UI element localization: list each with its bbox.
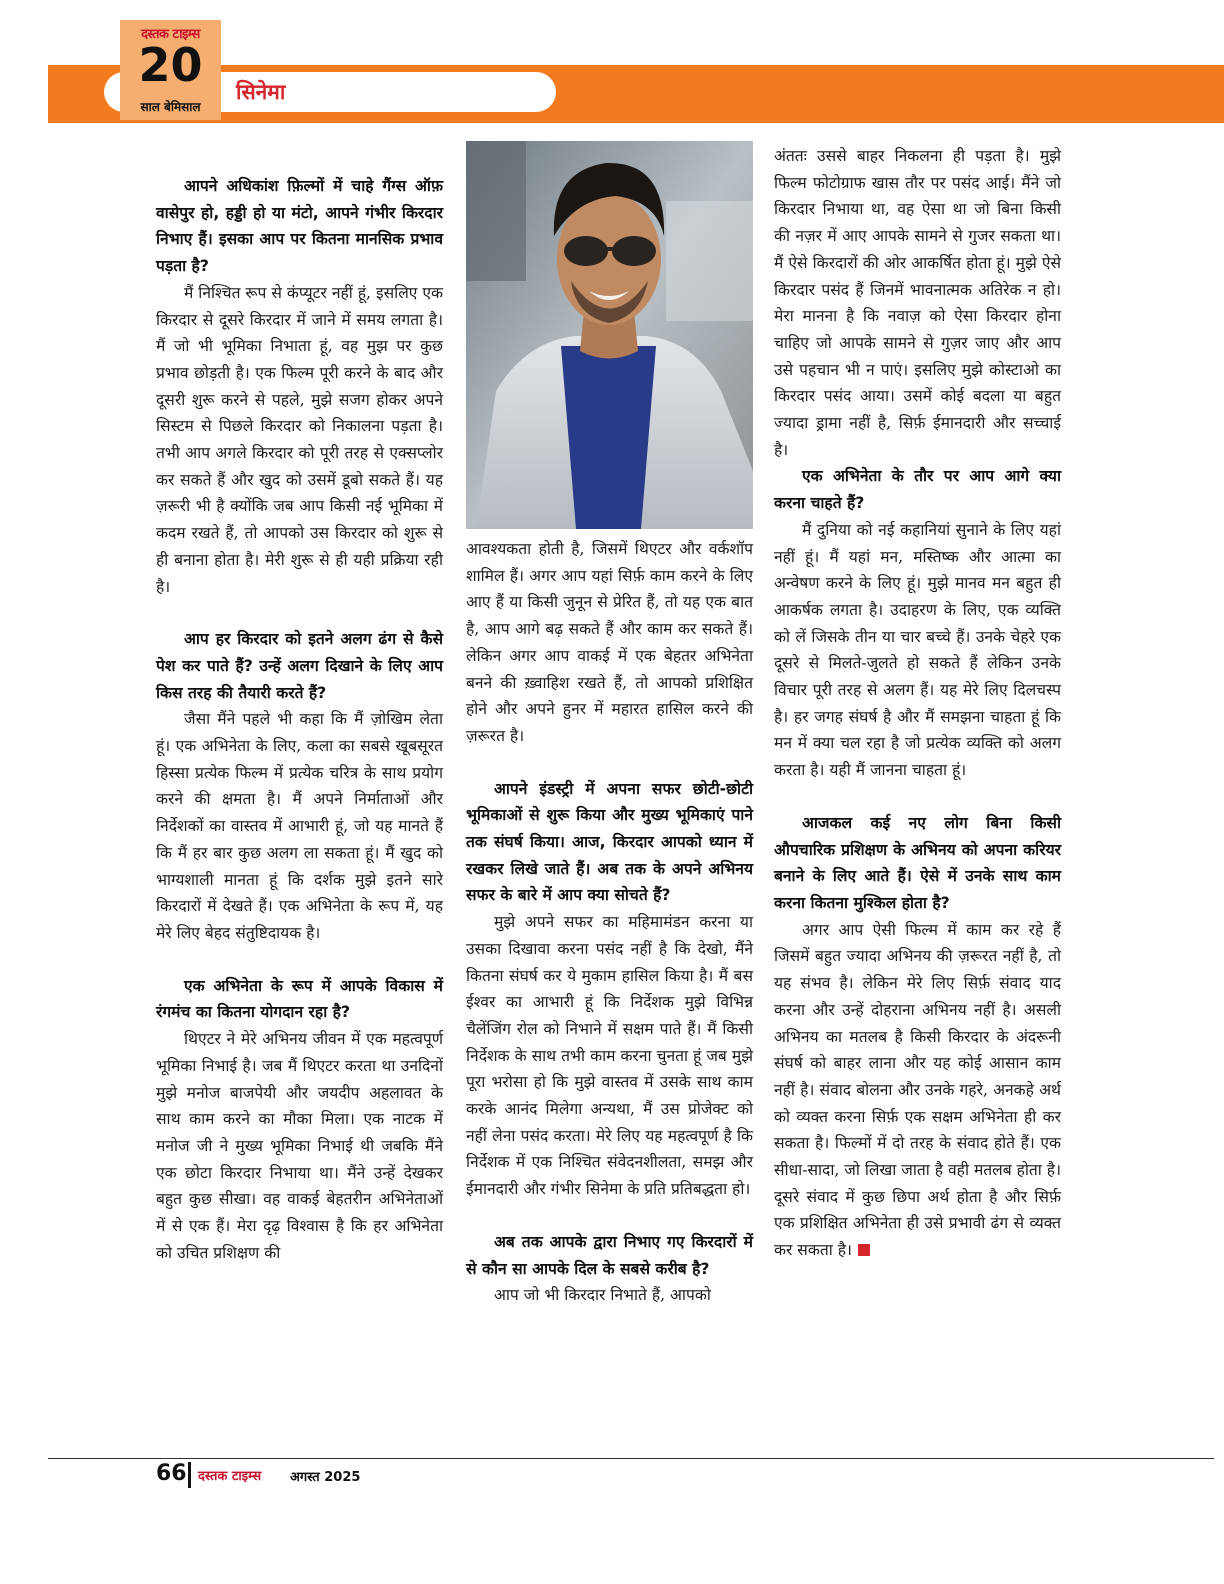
logo-years: 20 [138, 38, 203, 92]
answer: मैं दुनिया को नई कहानियां सुनाने के लिए यहां नहीं हूं। मैं यहां मन, मस्तिष्क और आत्मा का अन्वेषण करने के लिए हूं। मुझे मानव मन बहुत ही आकर्षक लगता है। उदाहरण के लिए, एक व्यक्ति को लें जिसके तीन या चार बच्चे हैं। उनके चेहरे एक दूसरे से मिलते-जुलते हो सकते हैं लेकिन उनके विचार पूरी तरह से अलग हैं। यह मेरे लिए दिलचस्प है। हर जगह संघर्ष है और मैं समझना चाहता हूं कि मन में क्या चल रहा है जो प्रत्येक व्यक्ति को अलग करता है। यही मैं जानना चाहता हूं। [774, 520, 1061, 780]
question: आप हर किरदार को इतने अलग ढंग से कैसे पेश कर पाते हैं? उन्हें अलग दिखाने के लिए आप किस तरह की तैयारी करते हैं? [156, 630, 443, 702]
question: आपने इंडस्ट्री में अपना सफर छोटी-छोटी भूमिकाओं से शुरू किया और मुख्य भूमिकाएं पाने तक संघर्ष किया। आज, किरदार आपको ध्यान में रखकर लिखे जाते हैं। अब तक के अपने अभिनय सफर के बारे में आप क्या सोचते हैं? [466, 779, 753, 905]
footer-brand: दस्तक टाइम्स [198, 1469, 262, 1484]
section-title: सिनेमा [236, 80, 286, 104]
question: एक अभिनेता के तौर पर आप आगे क्या करना चाहते हैं? [774, 467, 1061, 513]
question: आपने अधिकांश फ़िल्मों में चाहे गैंग्स ऑफ़ वासेपुर हो, हड्डी हो या मंटो, आपने गंभीर किरदार निभाए हैं। इसका आप पर कितना मानसिक प्रभाव पड़ता है? [156, 177, 443, 276]
answer: आवश्यकता होती है, जिसमें थिएटर और वर्कशॉप शामिल हैं। अगर आप यहां सिर्फ़ काम करने के लिए आए हैं या किसी जुनून से प्रेरित हैं, तो यह एक बात है, आप आगे बढ़ सकते हैं और काम कर सकते हैं। लेकिन अगर आप वाकई में एक बेहतर अभिनेता बनने की ख़्वाहिश रखते हैं, तो आपको प्रशिक्षित होने और अपने हुनर में महारत हासिल करने की ज़रूरत है। [466, 540, 753, 745]
issue-date: अगस्त 2025 [290, 1470, 361, 1485]
answer: मैं निश्चित रूप से कंप्यूटर नहीं हूं, इसलिए एक किरदार से दूसरे किरदार में जाने में समय लगता है। मैं जो भी भूमिका निभाता हूं, वह मुझ पर कुछ प्रभाव छोड़ती है। एक फिल्म पूरी करने के बाद और दूसरी शुरू करने से पहले, मुझे सजग होकर अपने सिस्टम से पिछले किरदार को निकालना पड़ता है। तभी आप अगले किरदार को पूरी तरह से एक्सप्लोर कर सकते हैं और खुद को उसमें डूबो सकते हैं। यह ज़रूरी भी है क्योंकि जब आप किसी नई भूमिका में कदम रखते हैं, तो आपको उस किरदार को शुरू से ही बनाना होता है। मेरी शुरू से ही यही प्रक्रिया रही है। [156, 283, 443, 596]
question: आजकल कई नए लोग बिना किसी औपचारिक प्रशिक्षण के अभिनय को अपना करियर बनाने के लिए आते हैं। ऐसे में उनके साथ काम करना कितना मुश्किल होता है? [774, 813, 1061, 912]
answer: जैसा मैंने पहले भी कहा कि मैं ज़ोखिम लेता हूं। एक अभिनेता के लिए, कला का सबसे खूबसूरत हिस्सा प्रत्येक फिल्म में प्रत्येक चरित्र के साथ प्रयोग करने की क्षमता है। मैं अपने निर्माताओं और निर्देशकों का वास्तव में आभारी हूं, जो यह मानते हैं कि मैं हर बार कुछ अलग ला सकता हूं। मैं खुद को भाग्यशाली मानता हूं कि दर्शक मुझे इतने सारे किरदारों में देखते हैं। एक अभिनेता के रूप में, यह मेरे लिए बेहद संतुष्टिदायक है। [156, 710, 443, 942]
answer: आप जो भी किरदार निभाते हैं, आपको [494, 1286, 711, 1305]
footer-rule [48, 1458, 1214, 1459]
actor-photo [466, 141, 753, 529]
page-number: 66 [156, 1461, 187, 1486]
actor-photo-illustration [466, 141, 753, 529]
end-of-article-icon [858, 1244, 870, 1256]
question: अब तक आपके द्वारा निभाए गए किरदारों में से कौन सा आपके दिल के सबसे करीब है? [466, 1232, 753, 1278]
question: एक अभिनेता के रूप में आपके विकास में रंगमंच का कितना योगदान रहा है? [156, 976, 443, 1022]
column-1 [156, 173, 443, 1266]
anniversary-logo [120, 20, 221, 120]
footer-divider [188, 1462, 191, 1488]
answer: मुझे अपने सफर का महिमामंडन करना या उसका दिखावा करना पसंद नहीं है कि देखो, मैंने कितना संघर्ष कर ये मुकाम हासिल किया है। मैं बस ईश्वर का आभारी हूं कि निर्देशक मुझे विभिन्न चैलेंजिंग रोल को निभाने में सक्षम पाते हैं। मैं किसी निर्देशक के साथ तभी काम करना चुनता हूं जब मुझे पूरा भरोसा हो कि मुझे वास्तव में उसके साथ काम करके आनंद मिलेगा अन्यथा, मैं उस प्रोजेक्ट को नहीं लेना पसंद करता। मेरे लिए यह महत्वपूर्ण है कि निर्देशक में एक निश्चित संवेदनशीलता, समझ और ईमानदारी और गंभीर सिनेमा के प्रति प्रतिबद्धता हो। [466, 913, 753, 1199]
column-2 [466, 536, 753, 1309]
answer: अंततः उससे बाहर निकलना ही पड़ता है। मुझे फिल्म फोटोग्राफ खास तौर पर पसंद आई। मैंने जो किरदार निभाया था, वह ऐसा था जो बिना किसी की नज़र में आए आपके सामने से गुजर सकता था। मैं ऐसे किरदारों की ओर आकर्षित होता हूं। मुझे ऐसे किरदार पसंद हैं जिनमें भावनात्मक अतिरेक न हो। मेरा मानना है कि नवाज़ को ऐसा किरदार होना चाहिए जो आपके सामने से गुज़र जाए और आप उसे पहचान भी न पाएं। इसलिए मुझे कोस्टाओ का किरदार पसंद आया। उसमें कोई बदला या बहुत ज्यादा ड्रामा नहीं है, सिर्फ़ ईमानदारी और सच्चाई है। [774, 147, 1061, 459]
logo-brand: दस्तक टाइम्स [141, 27, 200, 42]
answer: थिएटर ने मेरे अभिनय जीवन में एक महत्वपूर्ण भूमिका निभाई है। जब मैं थिएटर करता था उनदिनों मुझे मनोज बाजपेयी और जयदीप अहलावत के साथ काम करने का मौका मिला। एक नाटक में मनोज जी ने मुख्य भूमिका निभाई थी जबकि मैंने एक छोटा किरदार निभाया था। मैंने उन्हें देखकर बहुत कुछ सीखा। वह वाकई बेहतरीन अभिनेताओं में से एक हैं। मेरा दृढ़ विश्वास है कि हर अभिनेता को उचित प्रशिक्षण की [156, 1030, 443, 1262]
answer: अगर आप ऐसी फिल्म में काम कर रहे हैं जिसमें बहुत ज्यादा अभिनय की ज़रूरत नहीं है, तो यह संभव है। लेकिन मेरे लिए सिर्फ़ संवाद याद करना और उन्हें दोहराना अभिनय नहीं है। असली अभिनय का मतलब है किसी किरदार के अंदरूनी संघर्ष को बाहर लाना और यह कोई आसान काम नहीं है। संवाद बोलना और उनके गहरे, अनकहे अर्थ को व्यक्त करना सिर्फ़ एक सक्षम अभिनेता ही कर सकता है। फिल्मों में दो तरह के संवाद होते हैं। एक सीधा-सादा, जो लिखा जाता है वही मतलब होता है। दूसरे संवाद में कुछ छिपा अर्थ होता है और सिर्फ़ एक प्रशिक्षित अभिनेता ही उसे प्रभावी ढंग से व्यक्त कर सकता है। [774, 920, 1061, 1260]
logo-tagline: साल बेमिसाल [140, 100, 201, 114]
column-3 [774, 143, 1061, 1264]
